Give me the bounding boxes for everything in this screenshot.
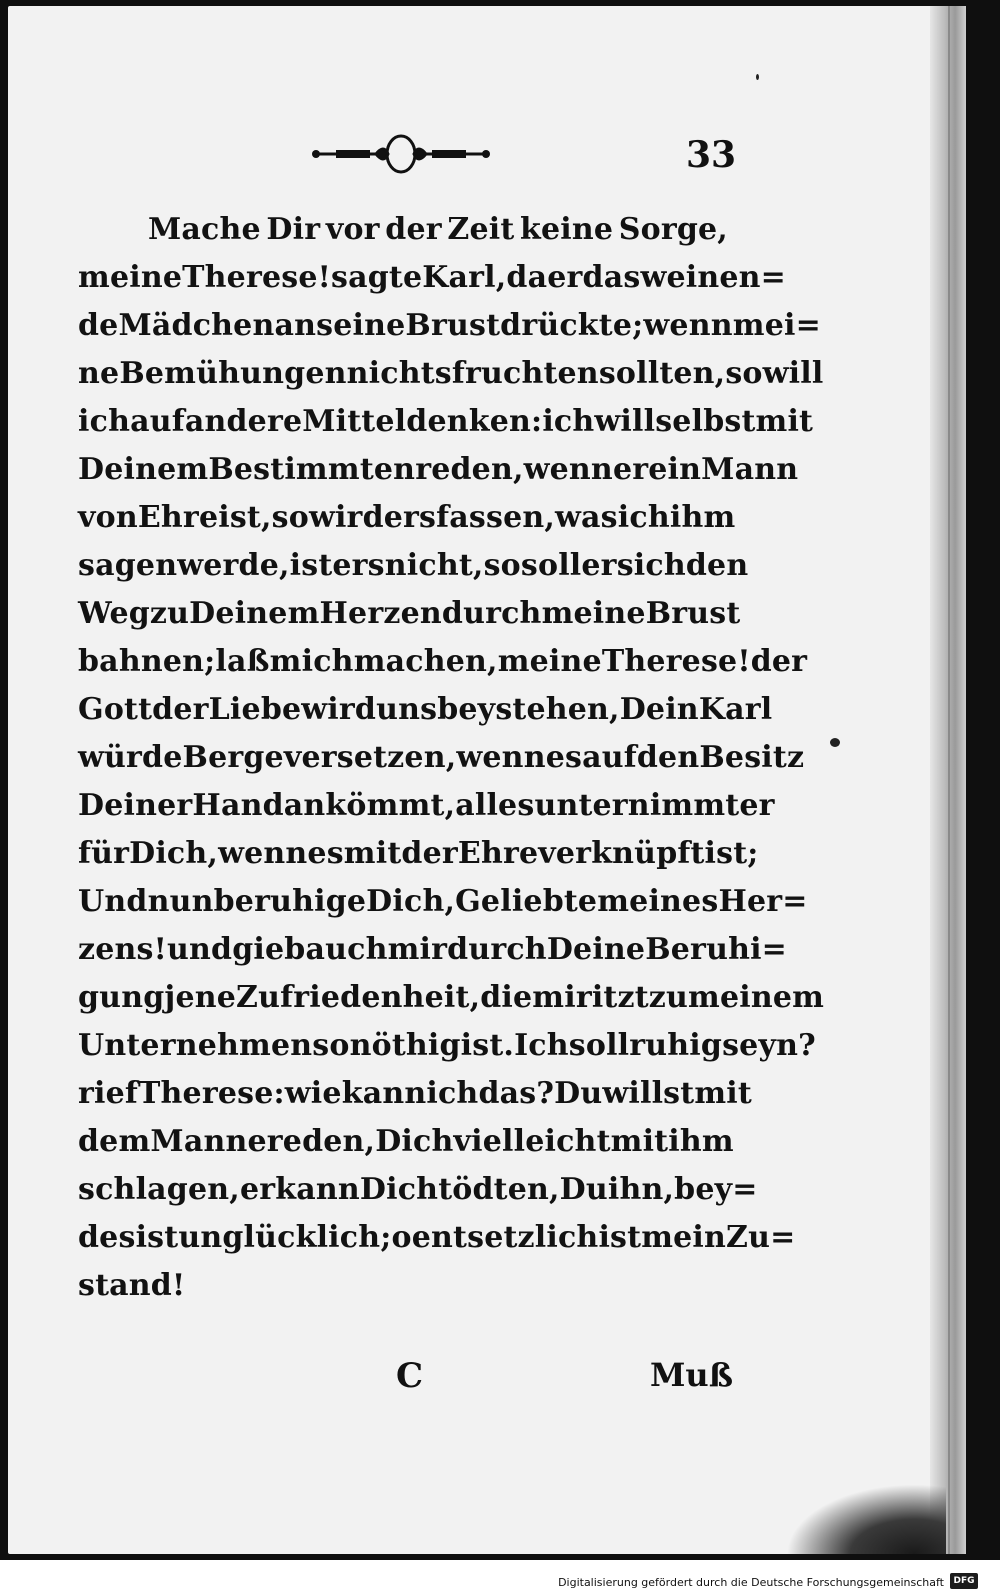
word: unternimmt bbox=[534, 788, 740, 823]
word: Manne bbox=[150, 1124, 267, 1159]
word: meine bbox=[497, 644, 602, 679]
page-number: 33 bbox=[686, 134, 737, 176]
text-line: stand! bbox=[78, 1268, 186, 1303]
word: ist bbox=[135, 1220, 179, 1255]
word: Dich, bbox=[129, 836, 219, 871]
word: Ehre bbox=[137, 500, 219, 535]
word: auf bbox=[582, 740, 637, 775]
word: Gott bbox=[78, 692, 153, 727]
word: Mädchen bbox=[118, 308, 275, 343]
word: durch bbox=[447, 932, 547, 967]
word: ist. bbox=[460, 1028, 515, 1063]
word: Her= bbox=[718, 884, 808, 919]
text-line bbox=[78, 974, 825, 1022]
word: der bbox=[750, 644, 808, 679]
word: fassen, bbox=[436, 500, 556, 535]
word: wie bbox=[284, 1076, 342, 1111]
word: zens! bbox=[78, 932, 167, 967]
word: versetzen, bbox=[283, 740, 457, 775]
text-line bbox=[78, 926, 788, 974]
word: Ehre bbox=[457, 836, 539, 871]
word: wenn bbox=[643, 308, 733, 343]
word: sagte bbox=[331, 260, 423, 295]
dfg-logo-icon: DFG bbox=[950, 1573, 978, 1589]
page-edge bbox=[930, 6, 966, 1554]
word: Du bbox=[559, 1172, 608, 1207]
word: zu bbox=[648, 980, 689, 1015]
word: beruhige bbox=[213, 884, 367, 919]
word: an bbox=[274, 308, 317, 343]
word: nicht, bbox=[384, 548, 484, 583]
word: bahnen; bbox=[78, 644, 216, 679]
word: ihm bbox=[669, 500, 736, 535]
word: mei= bbox=[732, 308, 821, 343]
word: vielleicht bbox=[453, 1124, 611, 1159]
word: Besitz bbox=[699, 740, 805, 775]
word: auch bbox=[305, 932, 388, 967]
word: und bbox=[167, 932, 233, 967]
word: Hand bbox=[192, 788, 284, 823]
word: meinem bbox=[688, 980, 825, 1015]
word: Karl, bbox=[422, 260, 507, 295]
word: des bbox=[78, 1220, 136, 1255]
text-line bbox=[78, 878, 808, 926]
word: ers bbox=[383, 500, 437, 535]
word: ruhig bbox=[629, 1028, 723, 1063]
text-line bbox=[78, 1214, 796, 1262]
word: ein bbox=[648, 452, 702, 487]
word: Mann bbox=[701, 452, 799, 487]
word: er bbox=[547, 260, 583, 295]
word: durch bbox=[441, 596, 542, 631]
text-line bbox=[78, 494, 736, 542]
word: meines bbox=[597, 884, 719, 919]
word: so bbox=[312, 1028, 350, 1063]
word: jene bbox=[164, 980, 237, 1015]
word: nöthig bbox=[349, 1028, 461, 1063]
word: Therese! bbox=[182, 260, 331, 295]
word: die bbox=[480, 980, 533, 1015]
signature-mark: C bbox=[396, 1356, 424, 1396]
word: fruchten bbox=[451, 356, 599, 391]
word: Karl bbox=[698, 692, 773, 727]
ink-speck bbox=[830, 738, 840, 747]
word: Unternehmen bbox=[78, 1028, 313, 1063]
word: Dein bbox=[619, 692, 699, 727]
word: mit bbox=[694, 1076, 752, 1111]
word: mit bbox=[343, 836, 402, 871]
word: wenn bbox=[523, 452, 613, 487]
word: meine bbox=[78, 260, 183, 295]
word: weinen= bbox=[640, 260, 787, 295]
text-line bbox=[78, 830, 759, 878]
word: tödten, bbox=[438, 1172, 560, 1207]
word: ich bbox=[617, 500, 670, 535]
word: so bbox=[725, 356, 763, 391]
word: wenn bbox=[218, 836, 308, 871]
word: Dir bbox=[266, 212, 321, 247]
word: ers bbox=[332, 548, 385, 583]
word: Sorge, bbox=[618, 212, 728, 247]
text-line bbox=[78, 590, 741, 638]
word: den bbox=[685, 548, 749, 583]
word: soll bbox=[568, 1028, 630, 1063]
word: itzt bbox=[591, 980, 649, 1015]
word: nun bbox=[147, 884, 214, 919]
word: beystehen, bbox=[437, 692, 620, 727]
word: ankömmt, bbox=[283, 788, 456, 823]
text-line bbox=[78, 254, 787, 302]
word: Herzen bbox=[319, 596, 442, 631]
text-line bbox=[78, 542, 749, 590]
word: mit bbox=[755, 404, 814, 439]
word: Und bbox=[78, 884, 148, 919]
word: Mittel bbox=[302, 404, 407, 439]
word: ich bbox=[542, 404, 595, 439]
word: Zu= bbox=[726, 1220, 796, 1255]
body-text bbox=[78, 206, 825, 1310]
word: er bbox=[739, 788, 775, 823]
word: zu bbox=[149, 596, 190, 631]
word: das bbox=[582, 260, 641, 295]
word: gung bbox=[78, 980, 165, 1015]
word: Ich bbox=[514, 1028, 569, 1063]
word: ist bbox=[598, 1220, 642, 1255]
word: Beruhi= bbox=[645, 932, 788, 967]
word: Deinem bbox=[189, 596, 320, 631]
word: auf bbox=[130, 404, 185, 439]
word: es bbox=[307, 836, 344, 871]
word: Deiner bbox=[78, 788, 193, 823]
word: Dich bbox=[359, 1172, 439, 1207]
word: da bbox=[506, 260, 548, 295]
text-line bbox=[78, 638, 808, 686]
word: andere bbox=[184, 404, 303, 439]
word: bey= bbox=[674, 1172, 758, 1207]
word: er bbox=[581, 548, 617, 583]
word: was bbox=[555, 500, 618, 535]
word: verknüpft bbox=[538, 836, 705, 871]
word: ich bbox=[426, 1076, 479, 1111]
word: Weg bbox=[78, 596, 150, 631]
word: schlagen, bbox=[78, 1172, 240, 1207]
word: wird bbox=[301, 692, 377, 727]
word: mein bbox=[641, 1220, 727, 1255]
text-line bbox=[78, 782, 775, 830]
word: der bbox=[385, 212, 442, 247]
word: ihm bbox=[668, 1124, 734, 1159]
word: ist, bbox=[218, 500, 272, 535]
word: reden, bbox=[266, 1124, 376, 1159]
word: machen, bbox=[353, 644, 498, 679]
corner-shadow bbox=[786, 1484, 946, 1554]
word: alles bbox=[455, 788, 535, 823]
text-line bbox=[78, 446, 799, 494]
word: rief bbox=[78, 1076, 138, 1111]
word: will bbox=[594, 404, 656, 439]
header-ornament-icon bbox=[306, 130, 496, 176]
word: de bbox=[78, 308, 119, 343]
word: ist bbox=[289, 548, 333, 583]
word: mir bbox=[387, 932, 448, 967]
word: Brust bbox=[405, 308, 501, 343]
word: kann bbox=[341, 1076, 427, 1111]
ink-speck bbox=[756, 74, 759, 80]
word: willst bbox=[602, 1076, 695, 1111]
word: seine bbox=[316, 308, 406, 343]
word: Zeit bbox=[447, 212, 515, 247]
word: Du bbox=[554, 1076, 603, 1111]
word: drückte; bbox=[500, 308, 644, 343]
word: o bbox=[391, 1220, 412, 1255]
word: das? bbox=[478, 1076, 555, 1111]
word: laß bbox=[215, 644, 270, 679]
word: er bbox=[612, 452, 649, 487]
text-line bbox=[78, 1166, 758, 1214]
word: Bemühungen bbox=[119, 356, 347, 391]
word: Brust bbox=[645, 596, 741, 631]
word: wird bbox=[308, 500, 384, 535]
text-line bbox=[78, 350, 824, 398]
word: ist; bbox=[704, 836, 759, 871]
text-line bbox=[78, 1118, 734, 1166]
word: ich bbox=[78, 404, 131, 439]
word: nichts bbox=[346, 356, 452, 391]
word: mich bbox=[269, 644, 354, 679]
word: ne bbox=[78, 356, 120, 391]
word: entsetzlich bbox=[411, 1220, 599, 1255]
word: Geliebte bbox=[455, 884, 598, 919]
word: so bbox=[271, 500, 309, 535]
text-line bbox=[78, 1070, 752, 1118]
word: Deinem bbox=[78, 452, 209, 487]
word: meine bbox=[541, 596, 646, 631]
word: er bbox=[239, 1172, 276, 1207]
word: mir bbox=[532, 980, 592, 1015]
word: der bbox=[401, 836, 458, 871]
word: Zufriedenheit, bbox=[236, 980, 481, 1015]
text-line bbox=[78, 398, 814, 446]
word: den bbox=[636, 740, 700, 775]
text-line bbox=[78, 302, 821, 350]
word: es bbox=[545, 740, 583, 775]
word: soll bbox=[520, 548, 582, 583]
word: würde bbox=[78, 740, 183, 775]
word: will bbox=[762, 356, 824, 391]
word: für bbox=[78, 836, 130, 871]
word: von bbox=[78, 500, 138, 535]
word: Dich, bbox=[366, 884, 456, 919]
word: sich bbox=[616, 548, 686, 583]
word: so bbox=[483, 548, 521, 583]
word: Mache bbox=[148, 212, 261, 247]
word: ihn, bbox=[607, 1172, 675, 1207]
text-line bbox=[78, 1022, 816, 1070]
word: selbst bbox=[655, 404, 756, 439]
word: wenn bbox=[456, 740, 546, 775]
word: werde, bbox=[177, 548, 290, 583]
word: reden, bbox=[415, 452, 524, 487]
word: Liebe bbox=[208, 692, 302, 727]
word: gieb bbox=[232, 932, 306, 967]
word: Deine bbox=[546, 932, 646, 967]
word: Berge bbox=[182, 740, 284, 775]
word: Bestimmten bbox=[208, 452, 416, 487]
word: unglücklich; bbox=[178, 1220, 392, 1255]
word: sollten, bbox=[598, 356, 726, 391]
text-line bbox=[78, 686, 773, 734]
word: denken: bbox=[406, 404, 543, 439]
word: Therese: bbox=[138, 1076, 285, 1111]
digitization-credit: Digitalisierung gefördert durch die Deutsche Forschungsgemeinschaft bbox=[558, 1576, 944, 1589]
text-line bbox=[78, 206, 728, 254]
word: mit bbox=[610, 1124, 669, 1159]
word: seyn? bbox=[722, 1028, 816, 1063]
word: dem bbox=[78, 1124, 151, 1159]
word: Dich bbox=[375, 1124, 454, 1159]
text-line bbox=[78, 734, 805, 782]
word: keine bbox=[520, 212, 614, 247]
word: uns bbox=[376, 692, 438, 727]
word: der bbox=[152, 692, 209, 727]
word: sagen bbox=[78, 548, 178, 583]
word: Therese! bbox=[601, 644, 751, 679]
catchword: Muß bbox=[650, 1356, 733, 1394]
word: vor bbox=[325, 212, 380, 247]
word: kann bbox=[275, 1172, 360, 1207]
